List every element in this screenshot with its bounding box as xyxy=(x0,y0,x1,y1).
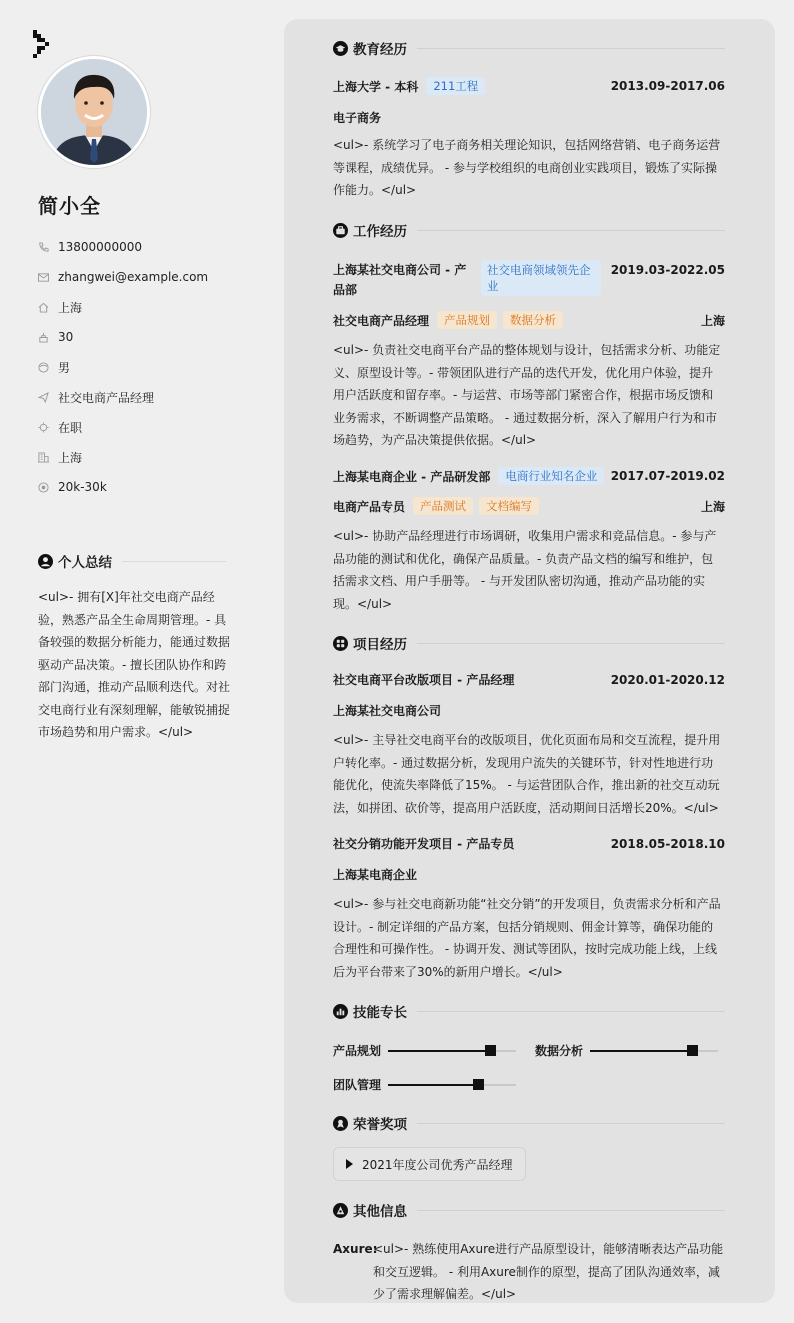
status-icon xyxy=(38,422,49,433)
work-place: 上海 xyxy=(700,313,725,328)
skill-tag: 数据分析 xyxy=(503,311,563,329)
project-date: 2020.01-2020.12 xyxy=(610,672,725,687)
work-role: 电商产品专员 xyxy=(333,499,406,514)
salary-icon xyxy=(38,482,49,493)
candidate-name: 简小全 xyxy=(38,194,101,218)
bar-chart-icon xyxy=(333,1004,348,1019)
age-text: 30 xyxy=(58,330,74,344)
education-major: 电子商务 xyxy=(333,111,382,125)
education-date: 2013.09-2017.06 xyxy=(610,79,725,93)
work-date: 2019.03-2022.05 xyxy=(610,263,725,277)
contact-email xyxy=(38,262,258,292)
salary-text: 20k-30k xyxy=(58,480,107,494)
project-date: 2018.05-2018.10 xyxy=(610,836,725,851)
send-icon xyxy=(38,392,49,403)
puzzle-icon xyxy=(333,1203,348,1218)
skill-name: 数据分析 xyxy=(535,1044,584,1058)
project-desc: <ul>- 主导社交电商平台的改版项目，优化页面布局和交互流程，提升用户转化率。- 通过数据分析，发现用户流失的关键环节，针对性地进行功能优化，使流失率降低了15%。 - 与运营团队合作，推出新的社交互动玩法，如拼团、砍价等，提高用户活跃度，活动期间日活增长20%。</ul> xyxy=(333,733,721,815)
avatar-photo-icon xyxy=(41,59,147,165)
education-title: 教育经历 xyxy=(353,42,407,58)
contact-position xyxy=(38,382,258,412)
skill-tag: 产品测试 xyxy=(413,497,473,515)
skill-fill xyxy=(388,1050,490,1052)
contact-home xyxy=(38,292,258,322)
projects-divider xyxy=(417,643,725,644)
summary-text: <ul>- 拥有[X]年社交电商产品经验，熟悉产品全生命周期管理。- 具备较强的数据分析能力，能通过数据驱动产品决策。- 擅长团队协作和跨部门沟通，推动产品顺利迭代。对社交电商行业有深刻理解，能敏锐捕捉市场趋势和用户需求。</ul> xyxy=(38,590,231,739)
education-desc: <ul>- 系统学习了电子商务相关理论知识，包括网络营销、电子商务运营等课程，成绩优异。 - 参与学校组织的电商创业实践项目，锻炼了实际操作能力。</ul> xyxy=(333,138,721,197)
work-role: 社交电商产品经理 xyxy=(333,313,430,328)
skill-slider[interactable] xyxy=(388,1084,516,1086)
skill-tag: 文档编写 xyxy=(479,497,539,515)
education-tag: 211工程 xyxy=(426,77,485,95)
project-org: 上海某电商企业 xyxy=(333,868,418,882)
contact-phone xyxy=(38,232,258,262)
project-desc: <ul>- 参与社交电商新功能“社交分销”的开发项目，负责需求分析和产品设计。- 制定详细的产品方案，包括分销规则、佣金计算等，确保功能的合理性和可操作性。 - 协调开发、测试等团队，按时完成功能上线，上线后为平台带来了30%的新用户增长。</ul> xyxy=(333,897,721,979)
summary-heading xyxy=(38,551,226,571)
skill-fill xyxy=(590,1050,692,1052)
position-text: 社交电商产品经理 xyxy=(58,390,155,405)
summary-divider xyxy=(122,561,226,562)
work-place: 上海 xyxy=(700,499,725,514)
work-role-row xyxy=(333,497,725,515)
building-icon xyxy=(38,452,49,463)
project-name: 社交分销功能开发项目 - 产品专员 xyxy=(333,837,515,851)
summary-title: 个人总结 xyxy=(58,555,112,571)
work-role-row xyxy=(333,311,725,329)
work-desc: <ul>- 协助产品经理进行市场调研，收集用户需求和竞品信息。- 参与产品功能的测试和优化，确保产品质量。- 负责产品文档的编写和维护，包括需求文档、用户手册等。 - 与开发团队密切沟通，推动产品功能的实现。</ul> xyxy=(333,529,717,611)
other-title: 其他信息 xyxy=(353,1204,407,1220)
logo-icon xyxy=(33,30,53,60)
skill-tag: 产品规划 xyxy=(437,311,497,329)
work-divider xyxy=(417,230,725,231)
project-item xyxy=(333,835,725,852)
briefcase-icon xyxy=(333,223,348,238)
work-date: 2017.07-2019.02 xyxy=(610,469,725,483)
skill-name: 团队管理 xyxy=(333,1078,382,1092)
skill-name: 产品规划 xyxy=(333,1044,382,1058)
work-company: 上海某社交电商公司 - 产品部 xyxy=(333,263,467,297)
skill-knob[interactable] xyxy=(473,1079,484,1090)
skill-knob[interactable] xyxy=(687,1045,698,1056)
other-heading xyxy=(333,1200,725,1220)
skills-title: 技能专长 xyxy=(353,1005,407,1021)
play-triangle-icon xyxy=(346,1159,353,1169)
award-icon xyxy=(333,1116,348,1131)
education-school: 上海大学 - 本科 xyxy=(333,79,419,94)
skill-item xyxy=(333,1076,516,1093)
work-title: 工作经历 xyxy=(353,224,407,240)
email-text: zhangwei@example.com xyxy=(58,270,209,284)
contact-gender xyxy=(38,352,258,382)
education-heading xyxy=(333,38,725,58)
work-tag: 社交电商领域领先企业 xyxy=(481,260,601,296)
contact-salary xyxy=(38,472,258,502)
skill-item xyxy=(535,1042,718,1059)
project-org: 上海某社交电商公司 xyxy=(333,704,442,718)
contact-age xyxy=(38,322,258,352)
home-icon xyxy=(38,302,49,313)
contact-status xyxy=(38,412,258,442)
work-company: 上海某电商企业 - 产品研发部 xyxy=(333,469,491,484)
skill-slider[interactable] xyxy=(590,1050,718,1052)
other-key: Axure: xyxy=(333,1242,378,1256)
skill-fill xyxy=(388,1084,478,1086)
phone-text: 13800000000 xyxy=(58,240,142,254)
city-text: 上海 xyxy=(58,450,83,465)
work-item xyxy=(333,467,725,485)
contact-list xyxy=(38,232,258,502)
skills-divider xyxy=(417,1011,725,1012)
education-divider xyxy=(417,48,725,49)
work-tag: 电商行业知名企业 xyxy=(498,467,604,485)
work-desc: <ul>- 负责社交电商平台产品的整体规划与设计，包括需求分析、功能定义、原型设计等。- 带领团队进行产品的迭代开发，优化用户体验，提升用户活跃度和留存率。- 与运营、市场等部门紧密合作，根据市场反馈和业务需求，不断调整产品策略。 - 通过数据分析，深入了解用户行为和市场趋势，为产品决策提供依据。</ul> xyxy=(333,343,721,447)
projects-heading xyxy=(333,633,725,653)
phone-icon xyxy=(38,242,49,253)
work-heading xyxy=(333,220,725,240)
skills-heading xyxy=(333,1001,725,1021)
avatar xyxy=(38,56,150,168)
status-text: 在职 xyxy=(58,420,83,435)
home-text: 上海 xyxy=(58,300,83,315)
gender-icon xyxy=(38,362,49,373)
education-header-row xyxy=(333,77,725,95)
contact-city xyxy=(38,442,258,472)
project-item xyxy=(333,671,725,688)
work-item xyxy=(333,260,725,300)
skill-slider[interactable] xyxy=(388,1050,516,1052)
honors-divider xyxy=(417,1123,725,1124)
other-divider xyxy=(417,1210,725,1211)
resume-panel xyxy=(284,19,775,1303)
mail-icon xyxy=(38,272,49,283)
skill-knob[interactable] xyxy=(485,1045,496,1056)
projects-title: 项目经历 xyxy=(353,637,407,653)
project-name: 社交电商平台改版项目 - 产品经理 xyxy=(333,673,515,687)
graduation-cap-icon xyxy=(333,41,348,56)
honors-title: 荣誉奖项 xyxy=(353,1117,407,1133)
honors-heading xyxy=(333,1113,725,1133)
other-item xyxy=(333,1238,725,1306)
award-label: 2021年度公司优秀产品经理 xyxy=(362,1157,513,1172)
user-circle-icon xyxy=(38,554,53,569)
award-toggle[interactable] xyxy=(333,1147,526,1181)
gender-text: 男 xyxy=(58,360,71,375)
skill-item xyxy=(333,1042,516,1059)
age-icon xyxy=(38,332,49,343)
other-value: <ul>- 熟练使用Axure进行产品原型设计，能够清晰表达产品功能和交互逻辑。 - 利用Axure制作的原型，提高了团队沟通效率，减少了需求理解偏差。</ul> xyxy=(373,1242,724,1301)
grid-icon xyxy=(333,636,348,651)
